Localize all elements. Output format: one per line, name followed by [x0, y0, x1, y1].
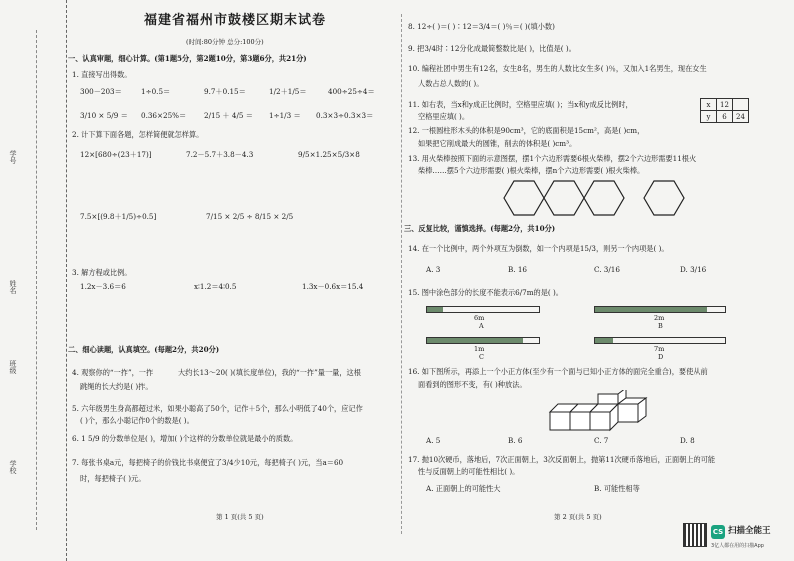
bar-a-letter[interactable]: A [479, 322, 484, 330]
equation: 1.3x－0.6x＝15.4 [302, 282, 364, 291]
option-d[interactable]: D. 3/16 [680, 265, 707, 274]
table-cell: 24 [733, 111, 749, 123]
question-2: 2. 计下算下面各题，怎样简便就怎样算。 [72, 130, 204, 139]
question-11-line1: 11. 如右表，当x和y成正比例时，空格里应填( )；当x和y成反比例时， [408, 100, 633, 109]
equation: x∶1.2＝4∶0.5 [194, 282, 237, 291]
question-12-line2: 如果把它削成最大的圆锥，削去的体积是( )cm³。 [418, 139, 577, 148]
shaded-segment [595, 307, 707, 312]
question-4-part3: 跳绳的长大约是( )拃。 [80, 382, 153, 391]
calc-item: 7.2－5.7＋3.8－4.3 [186, 150, 254, 159]
calc-item: 3/10 × 5/9 ＝ [80, 111, 128, 120]
cut-line [36, 30, 37, 530]
question-15: 15. 图中涂色部分的长度不能表示6/7m的是( )。 [408, 288, 563, 297]
equation: 1.2x－3.6＝6 [80, 282, 126, 291]
bar-b-letter[interactable]: B [658, 322, 663, 330]
question-4-part2: 大约长13～20( )(填长度单位)，我的“一拃”量一量，这根 [178, 368, 361, 377]
section-3-heading: 三、反复比较，谨慎选择。(每题2分，共10分) [404, 224, 556, 233]
option-b[interactable]: B. 6 [508, 436, 523, 445]
bar-c-letter[interactable]: C [479, 353, 484, 361]
qr-code-icon [683, 523, 707, 547]
option-b[interactable]: B. 16 [508, 265, 527, 274]
bar-b-length: 2m [654, 314, 665, 322]
option-b[interactable]: B. 可能性相等 [594, 484, 640, 493]
label-number: 学号 [9, 150, 17, 164]
calc-item: 7.5×[(9.8＋1/5)÷0.5] [80, 212, 157, 221]
page-1-footer: 第 1 页(共 5 页) [216, 513, 264, 521]
question-16-line1: 16. 如下图所示，再添上一个小正方体(至少有一个面与已知小正方体的面完全重合)，要使从前 [408, 367, 708, 376]
bar-c [426, 337, 540, 344]
hexagon-matchstick-figure [494, 178, 694, 218]
scanner-tagline: 3亿人都在用的扫描App [711, 543, 764, 549]
cube-stack-figure [542, 390, 652, 432]
option-a[interactable]: A. 5 [426, 436, 441, 445]
question-13-line1: 13. 用火柴棒按照下面的示意图摆，摆1个六边形需要6根火柴棒，摆2个六边形需要11根火 [408, 154, 697, 163]
calc-item: 12×[680÷(23＋17)] [80, 150, 152, 159]
question-14: 14. 在一个比例中，两个外项互为倒数，如一个内项是15/3，则另一个内项是( )。 [408, 244, 669, 253]
question-8: 8. 12÷( )＝( )∶12＝3/4＝( )％＝( )(填小数) [408, 22, 555, 31]
question-4-part1: 4. 观察你的“一拃”，一拃 [72, 368, 154, 377]
label-name: 姓名 [9, 280, 17, 294]
bar-d [594, 337, 726, 344]
exam-title: 福建省福州市鼓楼区期末试卷 [144, 13, 327, 28]
table-cell: 6 [717, 111, 733, 123]
table-row [701, 99, 749, 111]
bar-c-length: 1m [474, 345, 485, 353]
calc-item: 9/5×1.25×5/3×8 [298, 150, 360, 159]
page-divider [401, 14, 402, 534]
table-cell [733, 99, 749, 111]
bar-a [426, 306, 540, 313]
bar-d-length: 7m [654, 345, 665, 353]
question-11-line2: 空格里应填( )。 [418, 112, 470, 121]
section-2-heading: 二、细心读题，认真填空。(每题2分，共20分) [68, 345, 220, 354]
table-cell: 12 [717, 99, 733, 111]
table-cell: y [701, 111, 717, 123]
question-5-line1: 5. 六年级男生身高都超过米，如果小聪高了50个，记作＋5个，那么小明低了40个，应记作 [72, 404, 363, 413]
shaded-segment [427, 338, 523, 343]
option-c[interactable]: C. 7 [594, 436, 609, 445]
question-9: 9. 把3/4时∶12分化成最简整数比是( )，比值是( )。 [408, 44, 576, 53]
calc-item: 2/15 ＋ 4/5 ＝ [204, 111, 253, 120]
option-a[interactable]: A. 3 [426, 265, 441, 274]
calc-item: 9.7＋0.15＝ [204, 87, 246, 96]
option-d[interactable]: D. 8 [680, 436, 695, 445]
question-10-line1: 10. 编程社团中男生有12名，女生8名，男生的人数比女生多( )％，又加入1名男生，现在女生 [408, 64, 707, 73]
question-7-line2: 时，每把椅子( )元。 [80, 474, 146, 483]
question-6: 6. 1 5/9 的分数单位是( )，增加( )个这样的分数单位就是最小的质数。 [72, 434, 298, 443]
question-3: 3. 解方程或比例。 [72, 268, 132, 277]
calc-item: 300－203＝ [80, 87, 122, 96]
question-17-line1: 17. 抛10次硬币，落地后，7次正面朝上，3次反面朝上，抛第11次硬币落地后，正面朝上的可能 [408, 455, 716, 464]
bar-a-length: 6m [474, 314, 485, 322]
calc-item: 1÷1/3 ＝ [269, 111, 301, 120]
label-class: 班级 [9, 360, 17, 374]
question-17-line2: 性与反面朝上的可能性相比( )。 [418, 467, 520, 476]
ratio-table [700, 98, 749, 123]
question-13-line2: 柴棒……摆5个六边形需要( )根火柴棒，摆n个六边形需要( )根火柴棒。 [418, 166, 645, 175]
cs-logo-icon: CS [711, 525, 725, 539]
calc-item: 1÷0.5＝ [141, 87, 171, 96]
shaded-segment [595, 338, 613, 343]
question-10-line2: 人数占总人数的( )。 [418, 79, 484, 88]
calc-item: 0.3×3÷0.3×3＝ [316, 111, 374, 120]
calc-item: 1/2＋1/5＝ [269, 87, 307, 96]
option-a[interactable]: A. 正面朝上的可能性大 [426, 484, 501, 493]
label-school: 学校 [9, 460, 17, 474]
calc-item: 7/15 × 2/5 ÷ 8/15 × 2/5 [206, 212, 294, 221]
question-1: 1. 直接写出得数。 [72, 70, 132, 79]
scanner-app-name: 扫描全能王 [728, 526, 771, 536]
shaded-segment [427, 307, 443, 312]
bar-d-letter[interactable]: D [658, 353, 664, 361]
question-16-line2: 面看到的图形不变，有( )种放法。 [418, 380, 527, 389]
bar-b [594, 306, 726, 313]
exam-subtitle: (时间:80分钟 总分:100分) [186, 38, 264, 46]
question-5-line2: ( )个，那么小聪记作0个的数是( )。 [80, 416, 194, 425]
section-1-heading: 一、认真审题，细心计算。(第1题5分，第2题10分，第3题6分，共21分) [68, 54, 307, 63]
binding-margin [0, 0, 67, 561]
scanner-watermark [683, 521, 793, 557]
option-c[interactable]: C. 3/16 [594, 265, 620, 274]
question-7-line1: 7. 每张书桌a元，每把椅子的价钱比书桌便宜了3/4少10元，每把椅子( )元，当a＝60 [72, 458, 344, 467]
table-row [701, 111, 749, 123]
calc-item: 0.36×25%＝ [141, 111, 187, 120]
question-12-line1: 12. 一根圆柱形木头的体积是90cm³，它的底面积是15cm²，高是( )cm， [408, 126, 645, 135]
calc-item: 400÷25÷4＝ [328, 87, 375, 96]
page-2-footer: 第 2 页(共 5 页) [554, 513, 602, 521]
table-cell: x [701, 99, 717, 111]
